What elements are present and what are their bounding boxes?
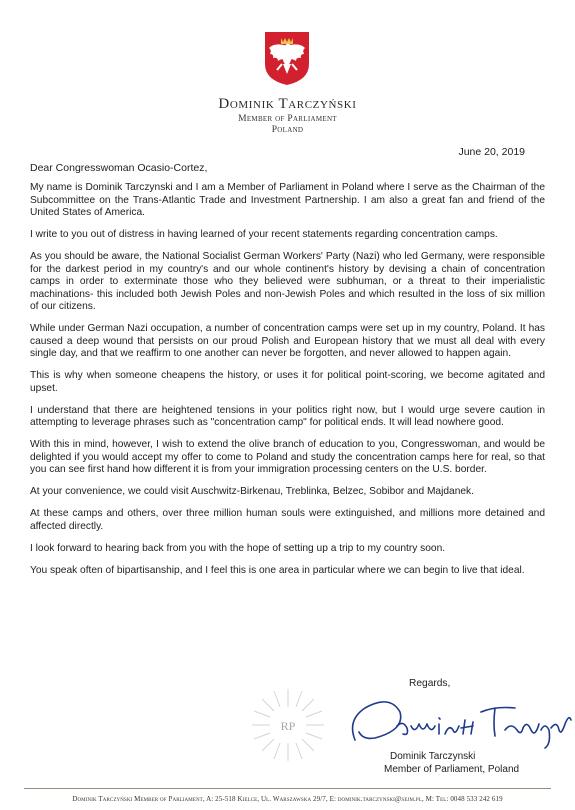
paragraph: While under German Nazi occupation, a number of concentration camps were set up in my country, Poland. It has caused a deep wound that persists on our proud Polish and European history that we must all deal with every single day, and that we reaffirm to one another can never be forgotten, and never allowed to happen again.: [30, 323, 545, 359]
paragraph: I look forward to hearing back from you with the hope of setting up a trip to my country soon.: [30, 542, 446, 554]
footer-contact: [0, 795, 575, 803]
handwritten-signature: [345, 690, 575, 750]
rp-seal-icon: [248, 685, 328, 765]
paragraph: My name is Dominik Tarczynski and I am a Member of Parliament in Poland where I serve as the Chairman of the Subcommittee on the Trans-Atlantic Trade and Investment Partnership. I am also a great fan and friend of the United States of America.: [30, 182, 545, 218]
letter-date: June 20, 2019: [458, 146, 525, 158]
seal-initials: RP: [280, 719, 296, 733]
signature-role: Member of Parliament, Poland: [384, 764, 520, 775]
paragraph: At your convenience, we could visit Auschwitz-Birkenau, Treblinka, Belzec, Sobibor and Majdanek.: [30, 486, 474, 497]
paragraph: With this in mind, however, I wish to extend the olive branch of education to you, Congresswoman, and would be delighted if you would accept my offer to come to Poland and study the concentration camps here for real, so that you can see first hand how different it is from your immigration processing centers on the U.S. border.: [30, 439, 545, 475]
paragraph: At these camps and others, over three million human souls were extinguished, and millions more detained and affected directly.: [30, 508, 545, 532]
paragraph: As you should be aware, the National Socialist German Workers' Party (Nazi) who led Germany, were responsible for the darkest period in my country's and our whole continent's history by devising a chain of concentration camps in order to exterminate those who they believed were subhuman, or a threat to their imperialistic machinations- this included both Jewish Poles and non-Jewish Poles and which resulted in the loss of six million of our citizens.: [30, 251, 545, 312]
footer-details: Member of Parliament, A: 25-518 Kielce, Ul. Warszawska 29/7, E: dominik.tarczynski@sejm.pl, M: Tel: 0048 533 242 619: [132, 795, 503, 803]
letterhead-country: Poland: [271, 125, 304, 135]
paragraph: This is why when someone cheapens the history, or uses it for political point-scoring, we become agitated and upset.: [30, 370, 545, 394]
paragraph: You speak often of bipartisanship, and I feel this is one area in particular where we can begin to live that ideal.: [30, 564, 525, 576]
signature-name: Dominik Tarczynski: [390, 751, 476, 762]
letterhead-name: Dominik Tarczyński: [218, 96, 357, 112]
paragraph: I write to you out of distress in having learned of your recent statements regarding concentration camps.: [30, 229, 498, 240]
letter-body: [30, 182, 545, 587]
paragraph: I understand that there are heightened tensions in your politics right now, but I would urge severe caution in attempting to leverage phrases such as "concentration camp" for political ends. It will lead nowhere good.: [30, 404, 545, 428]
polish-eagle-emblem-icon: [263, 30, 311, 86]
closing: Regards,: [409, 678, 451, 689]
salutation: Dear Congresswoman Ocasio-Cortez,: [30, 162, 208, 174]
footer-divider: [24, 788, 551, 789]
footer-name: Dominik Tarczyński: [72, 795, 133, 803]
letterhead-title: Member of Parliament: [238, 114, 337, 124]
